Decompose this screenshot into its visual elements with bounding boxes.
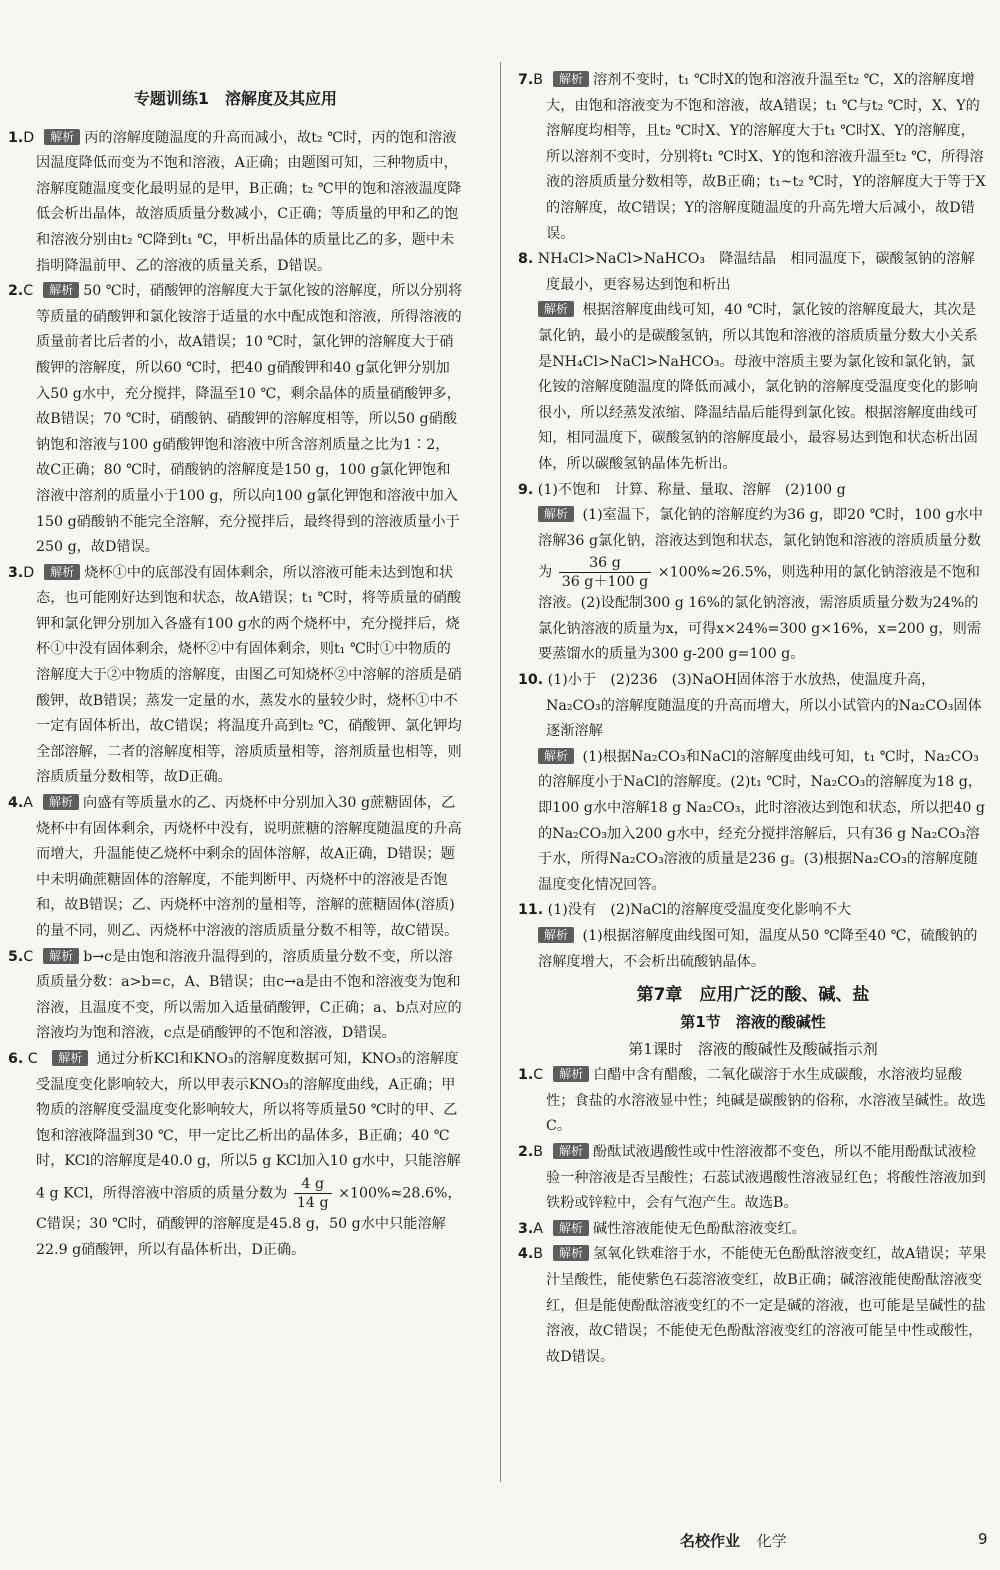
fraction-denominator: 14 g <box>296 1194 329 1211</box>
item-number: 2. <box>518 1143 534 1160</box>
analysis-badge: 解析 <box>44 564 80 580</box>
analysis-text: 丙的溶解度随温度的升高而减小，故t₂ ℃时，丙的饱和溶液因温度降低而变为不饱和溶液，A正确；由题图可知，三种物质中，溶解度随温度变化最明显的是甲，B正确；t₂ ℃甲的饱和溶液温度降低会析出晶体，故溶质质量分数减小，C正确；等质量的甲和乙的饱和溶液分别由t₂ ℃降到t₁ ℃，甲析出晶体的质量比乙的多，题中未指明降温前甲、乙的溶液的质量关系，D错误。 <box>36 129 462 274</box>
section-title: 专题训练1 溶解度及其应用 <box>133 89 338 108</box>
answer-item-11 <box>518 898 988 924</box>
chapter-title: 第7章 应用广泛的酸、碱、盐 <box>636 985 870 1006</box>
left-column <box>8 68 463 1263</box>
item-answer: (1)没有 (2)NaCl的溶解度受温度变化影响不大 <box>547 902 852 919</box>
analysis-badge: 解析 <box>538 927 574 943</box>
answer-item-8 <box>518 247 988 298</box>
analysis-text: 溶剂不变时，t₁ ℃时X的饱和溶液升温至t₂ ℃，X的溶解度增大，由饱和溶液变为不饱和溶液，故A错误；t₁ ℃与t₂ ℃时，X、Y的溶解度均相等，且t₂ ℃时X、Y的溶解度大于t₁ ℃时X、Y的溶解度，所以溶剂不变时，分别将t₁ ℃时X、Y的饱和溶液升温至t₂ ℃，所得溶液的溶质质量分数相等，故B正确；t₁~t₂ ℃时，Y的溶解度大于等于X的溶解度，故C错误；Y的溶解度随温度的升高先增大后减小，故D错误。 <box>546 72 986 242</box>
answer-item <box>8 945 463 1047</box>
analysis-text: (1)室温下，氯化钠的溶解度约为36 g，即20 ℃时，100 g水中溶解36 g氯化钠，溶液达到饱和状态，氯化钠饱和溶液的溶质质量分数为 <box>538 507 983 581</box>
item-number: 6. <box>8 1050 24 1067</box>
item-answer: A <box>533 1220 543 1237</box>
analysis-text: 碱性溶液能使无色酚酞溶液变红。 <box>593 1220 806 1237</box>
page-number: 9 <box>978 1530 988 1548</box>
fraction-denominator: 36 g＋100 g <box>561 574 649 591</box>
item-number: 4. <box>518 1246 534 1263</box>
analysis-badge: 解析 <box>43 794 79 810</box>
analysis-text: 酚酞试液遇酸性或中性溶液都不变色，所以不能用酚酞试液检验一种溶液是否呈酸性；石蕊试液遇酸性溶液显红色；将酸性溶液加到铁粉或锌粒中，会有气泡产生。故选B。 <box>546 1143 986 1212</box>
footer-brand: 名校作业 <box>680 1532 741 1550</box>
analysis-9 <box>518 503 988 668</box>
item-answer: C <box>23 948 34 965</box>
item-number: 2. <box>8 283 24 300</box>
item-answer: B <box>533 1143 543 1160</box>
fraction <box>559 554 652 591</box>
analysis-text: (1)根据Na₂CO₃和NaCl的溶解度曲线可知，t₁ ℃时，Na₂CO₃的溶解度小于NaCl的溶解度。(2)t₁ ℃时，Na₂CO₃的溶解度为18 g，即100 g水中溶解18 g Na₂CO₃，此时溶液达到饱和状态，所以把40 g的Na₂CO₃加入200 g水中，经充分搅拌溶解后，只有36 g Na₂CO₃溶于水，所得Na₂CO₃溶液的质量是236 g。(3)根据Na₂CO₃的溶解度随温度变化情况回答。 <box>538 748 985 893</box>
column-divider <box>500 62 501 1482</box>
left-item-list <box>8 126 463 1047</box>
right-column <box>518 68 988 1370</box>
item-number: 3. <box>518 1220 534 1237</box>
item-number: 7. <box>518 72 534 88</box>
item-number: 5. <box>8 948 24 965</box>
item-number: 1. <box>8 129 24 146</box>
item-answer: B <box>533 1246 543 1263</box>
item-number: 4. <box>8 795 24 812</box>
analysis-badge: 解析 <box>553 1066 589 1082</box>
analysis-text: 烧杯①中的底部没有固体剩余，所以溶液可能未达到饱和状态，也可能刚好达到饱和状态，故A错误；t₁ ℃时，将等质量的硝酸钾和氯化钾分别加入各盛有100 g水的两个烧杯中，充分搅拌后，烧杯①中没有固体剩余，烧杯②中有固体剩余，则t₁ ℃时①中物质的溶解度大于②中物质的溶解度，由图乙可知烧杯②中溶解的溶质是硝酸钾，故B错误；蒸发一定量的水，蒸发水的量较少时，烧杯①中不一定有固体析出，故C错误；将温度升高到t₂ ℃，硝酸钾、氯化钾均全部溶解，二者的溶解度相等，溶质质量相等，溶剂质量也相等，则溶质质量分数相等，故D正确。 <box>36 564 462 786</box>
item-answer: NH₄Cl>NaCl>NaHCO₃ 降温结晶 相同温度下，碳酸氢钠的溶解度最小，更容易达到饱和析出 <box>537 251 975 293</box>
analysis-8 <box>518 298 988 477</box>
section-subtitle: 第1节 溶液的酸碱性 <box>680 1013 826 1032</box>
analysis-badge: 解析 <box>538 748 574 764</box>
analysis-text-cont: ×100%≈28.6%，C错误；30 ℃时，硝酸钾的溶解度是45.8 g，50 g水中只能溶解22.9 g硝酸钾，所以有晶体析出，D正确。 <box>36 1185 462 1258</box>
analysis-11 <box>518 924 988 975</box>
analysis-text-cont: ×100%≈26.5%，则选种用的氯化钠溶液是不饱和溶液。(2)设配制300 g 16%的氯化钠溶液，需溶质质量分数为24%的氯化钠溶液的质量为x，可得x×24%=300 g×16%，x=200 g，则需要蒸馏水的质量为300 g-200 g=100 g。 <box>538 564 981 663</box>
answer-item <box>518 1217 988 1243</box>
analysis-badge: 解析 <box>553 71 589 87</box>
item-answer: (1)小于 (2)236 (3)NaOH固体溶于水放热，使温度升高，Na₂CO₃的溶解度随温度的升高而增大，所以小试管内的Na₂CO₃固体逐渐溶解 <box>546 672 982 740</box>
answer-item <box>518 1242 988 1370</box>
right-item-list-bottom <box>518 1063 988 1370</box>
answer-item <box>8 561 463 791</box>
analysis-badge: 解析 <box>52 1050 88 1066</box>
analysis-text: 50 ℃时，硝酸钾的溶解度大于氯化铵的溶解度，所以分别将等质量的硝酸钾和氯化铵溶于适量的水中配成饱和溶液，所得溶液的质量前者比后者的小，故A错误；10 ℃时，氯化钾的溶解度大于硝酸钾的溶解度，所以60 ℃时，把40 g硝酸钾和40 g氯化钾分别加入50 g水中，充分搅拌，降温至10 ℃，剩余晶体的质量硝酸钾多，故B错误；70 ℃时，硝酸钠、硝酸钾的溶解度相等，所以50 g硝酸钠饱和溶液与100 g硝酸钾饱和溶液中所含溶剂质量之比为1∶2，故C正确；80 ℃时，硝酸钠的溶解度是150 g，100 g氯化钾饱和溶液中溶剂的质量小于100 g，所以向100 g氯化钾饱和溶液中加入150 g硝酸钠不能完全溶解，充分搅拌后，最终得到的溶液质量小于250 g，故D错误。 <box>36 283 463 556</box>
item-answer: (1)不饱和 计算、称量、量取、溶解 (2)100 g <box>537 481 846 498</box>
answer-item <box>8 791 463 945</box>
analysis-badge: 解析 <box>43 948 79 964</box>
fraction-numerator: 4 g <box>294 1175 332 1194</box>
analysis-badge: 解析 <box>553 1143 589 1159</box>
item-number: 1. <box>518 1067 534 1084</box>
item-answer: B <box>533 72 543 88</box>
analysis-text: 根据溶解度曲线可知，40 ℃时，氯化铵的溶解度最大，其次是氯化钠，最小的是碳酸氢钠，所以其饱和溶液的溶质质量分数大小关系是NH₄Cl>NaCl>NaHCO₃。母液中溶质主要为氯化铵和氯化钠，氯化铵的溶解度随温度的降低而减小，氯化钠的溶解度受温度变化的影响很小，所以经蒸发浓缩、降温结晶后能得到氯化铵。根据溶解度曲线可知，相同温度下，碳酸氢钠的溶解度最小，最容易达到饱和状态析出固体，所以碳酸氢钠晶体先析出。 <box>538 302 978 472</box>
item-answer: C <box>533 1067 544 1084</box>
analysis-text: 通过分析KCl和KNO₃的溶解度数据可知，KNO₃的溶解度受温度变化影响较大，所以甲表示KNO₃的溶解度曲线，A正确；甲物质的溶解度受温度变化影响较大，所以将等质量50 ℃时的甲、乙饱和溶液降温到30 ℃，甲一定比乙析出的晶体多，B正确；40 ℃时，KCl的溶解度是40.0 g，所以5 g KCl加入10 g水中，只能溶解4 g KCl，所得溶液中溶质的质量分数为 <box>36 1050 461 1202</box>
analysis-text: b→c是由饱和溶液升温得到的，溶质质量分数不变，所以溶质质量分数：a>b=c，A、B错误；由c→a是由不饱和溶液变为饱和溶液，且温度不变，所以需加入适量硝酸钾，C正确；a、b点对应的溶液均为饱和溶液，c点是硝酸钾的不饱和溶液，D错误。 <box>36 948 462 1042</box>
footer <box>680 1530 787 1551</box>
answer-item <box>8 279 463 561</box>
analysis-text: (1)根据溶解度曲线图可知，温度从50 ℃降至40 ℃，硫酸钠的溶解度增大，不会析出硫酸钠晶体。 <box>538 928 978 970</box>
item-number: 9. <box>518 481 534 498</box>
item-answer: C <box>27 1050 38 1067</box>
fraction <box>294 1175 332 1212</box>
analysis-badge: 解析 <box>43 282 79 298</box>
lesson-title: 第1课时 溶液的酸碱性及酸碱指示剂 <box>628 1040 878 1059</box>
answer-item <box>518 68 988 247</box>
answer-item-9 <box>518 478 988 504</box>
item-number: 10. <box>518 672 544 689</box>
answer-item <box>518 1140 988 1217</box>
analysis-text: 向盛有等质量水的乙、丙烧杯中分别加入30 g蔗糖固体，乙烧杯中有固体剩余，丙烧杯中没有，说明蔗糖的溶解度随温度的升高而增大，升温能使乙烧杯中剩余的固体溶解，故A正确，D错误；题中未明确蔗糖固体的溶解度，不能判断甲、丙烧杯中的溶液是否饱和，故B错误；乙、丙烧杯中溶剂的量相等，溶解的蔗糖固体(溶质)的量不同，则乙、丙烧杯中溶液的溶质质量分数不相等，故C错误。 <box>36 795 462 939</box>
analysis-badge: 解析 <box>538 301 574 317</box>
item-answer: A <box>23 795 33 812</box>
answer-item <box>518 1063 988 1140</box>
analysis-text: 白醋中含有醋酸，二氧化碳溶于水生成碳酸，水溶液均显酸性；食盐的水溶液显中性；纯碱是碳酸钠的俗称，水溶液呈碱性。故选C。 <box>546 1067 986 1135</box>
answer-item-10 <box>518 668 988 745</box>
item-answer: C <box>23 283 34 300</box>
analysis-badge: 解析 <box>553 1245 589 1261</box>
analysis-10 <box>518 745 988 899</box>
analysis-text: 氢氧化铁难溶于水，不能使无色酚酞溶液变红，故A错误；苹果汁呈酸性，能使紫色石蕊溶液变红，故B正确；碱溶液能使酚酞溶液变红，但是能使酚酞溶液变红的不一定是碱的溶液，也可能是呈碱性的盐溶液，故C错误；不能使无色酚酞溶液变红的溶液可能呈中性或酸性，故D错误。 <box>546 1246 987 1365</box>
analysis-badge: 解析 <box>538 506 574 522</box>
analysis-badge: 解析 <box>553 1220 589 1236</box>
footer-subject: 化学 <box>756 1532 787 1550</box>
fraction-numerator: 36 g <box>559 554 652 573</box>
analysis-badge: 解析 <box>44 129 80 145</box>
answer-item <box>8 126 463 280</box>
right-item-list-top <box>518 68 988 247</box>
item-number: 3. <box>8 564 24 581</box>
item-answer: D <box>23 564 35 581</box>
item-number: 8. <box>518 251 534 268</box>
item-answer: D <box>23 129 35 146</box>
answer-item-6 <box>8 1047 463 1263</box>
item-number: 11. <box>518 902 544 919</box>
